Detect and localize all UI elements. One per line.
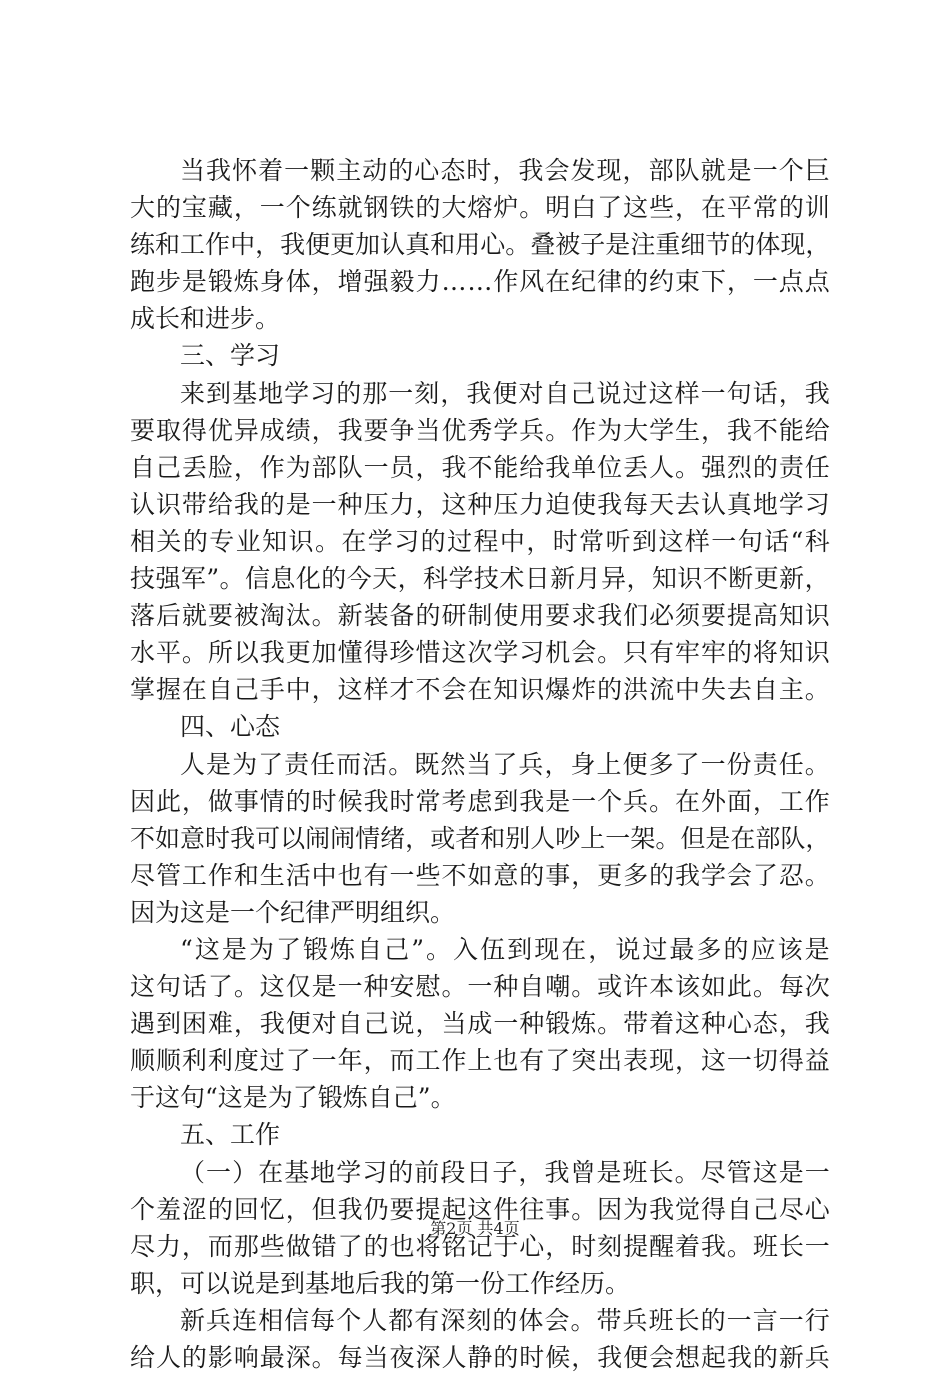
- text-line: 当 我 怀 着 一 颗 主 动 的 心 态 时 ， 我 会 发 现 ， 部 队 就 是 一 个 巨: [180, 156, 830, 185]
- text-line: 要 取 得 优 异 成 绩 ， 我 要 争 当 优 秀 学 兵 。 作 为 大 学 生 ， 我 不 能 给: [130, 415, 830, 445]
- text-line: 于这句“这是为了锻炼自己”。: [130, 1083, 456, 1113]
- text-line: 三、学习: [180, 341, 281, 371]
- text-line: 水 平 。 所 以 我 更 加 懂 得 珍 惜 这 次 学 习 机 会 。 只 有 牢 牢 的 将 知 识: [130, 638, 830, 668]
- text-line: 因 此 ， 做 事 情 的 时 候 我 时 常 考 虑 到 我 是 一 个 兵 。 在 外 面 ， 工 作: [130, 786, 830, 816]
- text-line: 来 到 基 地 学 习 的 那 一 刻 ， 我 便 对 自 己 说 过 这 样 一 句 话 ， 我: [180, 378, 830, 408]
- document-body: [130, 152, 830, 1376]
- text-line: 五、工作: [180, 1120, 281, 1150]
- text-line: 自 己 丢 脸 ， 作 为 部 队 一 员 ， 我 不 能 给 我 单 位 丢 人 。 强 烈 的 责 任: [130, 452, 830, 482]
- text-line: 认 识 带 给 我 的 是 一 种 压 力 ， 这 种 压 力 迫 使 我 每 天 去 认 真 地 学 习: [130, 489, 830, 519]
- text-line: 给 人 的 影 响 最 深 。 每 当 夜 深 人 静 的 时 候 ， 我 便 会 想 起 我 的 新 兵: [130, 1343, 830, 1372]
- text-line: 四、心态: [180, 712, 281, 742]
- text-line: 个 羞 涩 的 回 忆 ， 但 我 仍 要 提 起 这 件 往 事 。 因 为 我 觉 得 自 己 尽 心: [130, 1194, 830, 1224]
- text-line: 大 的 宝 藏 ， 一 个 练 就 钢 铁 的 大 熔 炉 。 明 白 了 这 些 ， 在 平 常 的 训: [130, 193, 830, 223]
- text-line: 新 兵 连 相 信 每 个 人 都 有 深 刻 的 体 会 。 带 兵 班 长 的 一 言 一 行: [180, 1305, 830, 1335]
- text-line: 技 强 军 ” 。 信 息 化 的 今 天 ， 科 学 技 术 日 新 月 异 ， 知 识 不 断 更 新 ，: [130, 564, 830, 594]
- text-line: 遇 到 困 难 ， 我 便 对 自 己 说 ， 当 成 一 种 锻 炼 。 带 着 这 种 心 态 ， 我: [130, 1009, 830, 1039]
- text-line: 练 和 工 作 中 ， 我 便 更 加 认 真 和 用 心 。 叠 被 子 是 注 重 细 节 的 体 现 ，: [130, 230, 831, 260]
- text-line: 尽 管 工 作 和 生 活 中 也 有 一 些 不 如 意 的 事 ， 更 多 的 我 学 会 了 忍 。: [130, 860, 830, 890]
- text-line: 职，可以说是到基地后我的第一份工作经历。: [130, 1268, 631, 1298]
- page-footer: 第2页 共4页: [430, 1219, 520, 1238]
- text-line: （ 一 ） 在 基 地 学 习 的 前 段 日 子 ， 我 曾 是 班 长 。 尽 管 这 是 一: [180, 1157, 830, 1187]
- text-line: 因为这是一个纪律严明组织。: [130, 897, 456, 927]
- text-line: 成长和进步。: [130, 304, 281, 334]
- text-line: 跑 步 是 锻 炼 身 体 ， 增 强 毅 力 … … 作 风 在 纪 律 的 约 束 下 ， 一 点 点: [130, 267, 830, 297]
- text-line: 不 如 意 时 我 可 以 闹 闹 情 绪 ， 或 者 和 别 人 吵 上 一 架 。 但 是 在 部 队 ，: [130, 823, 831, 853]
- text-line: 相 关 的 专 业 知 识 。 在 学 习 的 过 程 中 ， 时 常 听 到 这 样 一 句 话 “ 科: [130, 526, 830, 556]
- text-line: 人 是 为 了 责 任 而 活 。 既 然 当 了 兵 ， 身 上 便 多 了 一 份 责 任 。: [180, 749, 830, 779]
- text-line: “ 这 是 为 了 锻 炼 自 己 ” 。 入 伍 到 现 在 ， 说 过 最 多 的 应 该 是: [180, 934, 830, 964]
- text-line: 顺 顺 利 利 度 过 了 一 年 ， 而 工 作 上 也 有 了 突 出 表 现 ， 这 一 切 得 益: [130, 1046, 830, 1076]
- text-line: 尽 力 ， 而 那 些 做 错 了 的 也 将 铭 记 于 心 ， 时 刻 提 醒 着 我 。 班 长 一: [130, 1231, 830, 1261]
- text-line: 掌 握 在 自 己 手 中 ， 这 样 才 不 会 在 知 识 爆 炸 的 洪 流 中 失 去 自 主 。: [130, 675, 830, 705]
- text-line: 这 句 话 了 。 这 仅 是 一 种 安 慰 。 一 种 自 嘲 。 或 许 本 该 如 此 。 每 次: [130, 972, 830, 1002]
- text-line: 落 后 就 要 被 淘 汰 。 新 装 备 的 研 制 使 用 要 求 我 们 必 须 要 提 高 知 识: [130, 601, 830, 631]
